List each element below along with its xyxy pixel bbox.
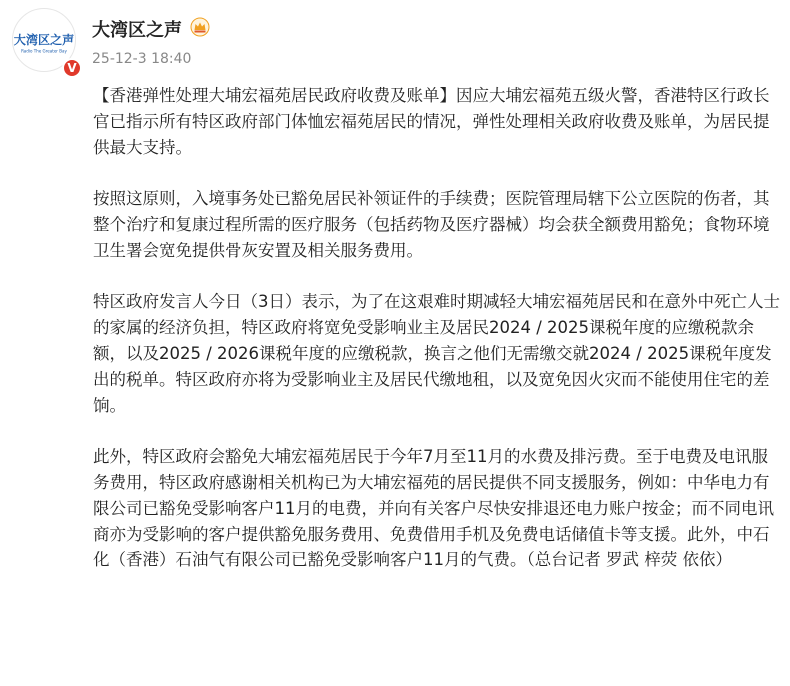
post-paragraph: 【香港弹性处理大埔宏福苑居民政府收费及账单】因应大埔宏福苑五级火警，香港特区行政长官已指示所有特区政府部门体恤宏福苑居民的情况，弹性处理相关政府收费及账单，为居民提供最大支持。: [93, 86, 770, 157]
verified-badge-icon: V: [62, 58, 82, 78]
post-timestamp: 25-12-3 18:40: [92, 51, 192, 67]
post-paragraph: 特区政府发言人今日（3日）表示，为了在这艰难时期减轻大埔宏福苑居民和在意外中死亡人士的家属的经济负担，特区政府将宽免受影响业主及居民2024 / 2025课税年度的应缴税款余额，以及2025 / 2026课税年度的应缴税款，换言之他们无需缴交就2024 / 2025课税年度发出的税单。特区政府亦将为受影响业主及居民代缴地租，以及宽免因火灾而不能使用住宅的差饷。: [93, 292, 780, 415]
avatar-title: 大湾区之声: [13, 32, 75, 47]
post-paragraph: 此外，特区政府会豁免大埔宏福苑居民于今年7月至11月的水费及排污费。至于电费及电讯服务费用，特区政府感谢相关机构已为大埔宏福苑的居民提供不同支援服务，例如：中华电力有限公司已豁免受影响客户11月的电费，并向有关客户尽快安排退还电力账户按金；而不同电讯商亦为受影响的客户提供豁免服务费用、免费借用手机及免费电话储值卡等支援。此外，中石化（香港）石油气有限公司已豁免受影响客户11月的气费。（总台记者 罗武 梓荧 依依）: [93, 447, 774, 570]
post-paragraph: 按照这原则，入境事务处已豁免居民补领证件的手续费；医院管理局辖下公立医院的伤者，其整个治疗和复康过程所需的医疗服务（包括药物及医疗器械）均会获全额费用豁免；食物环境卫生署会宽免提供骨灰安置及相关服务费用。: [93, 189, 770, 260]
post-header: [0, 0, 790, 80]
crown-icon[interactable]: [190, 17, 210, 37]
account-name[interactable]: 大湾区之声: [92, 20, 182, 41]
avatar-subtitle: Radio The Greater Bay: [21, 48, 67, 54]
post-content: [93, 83, 783, 573]
